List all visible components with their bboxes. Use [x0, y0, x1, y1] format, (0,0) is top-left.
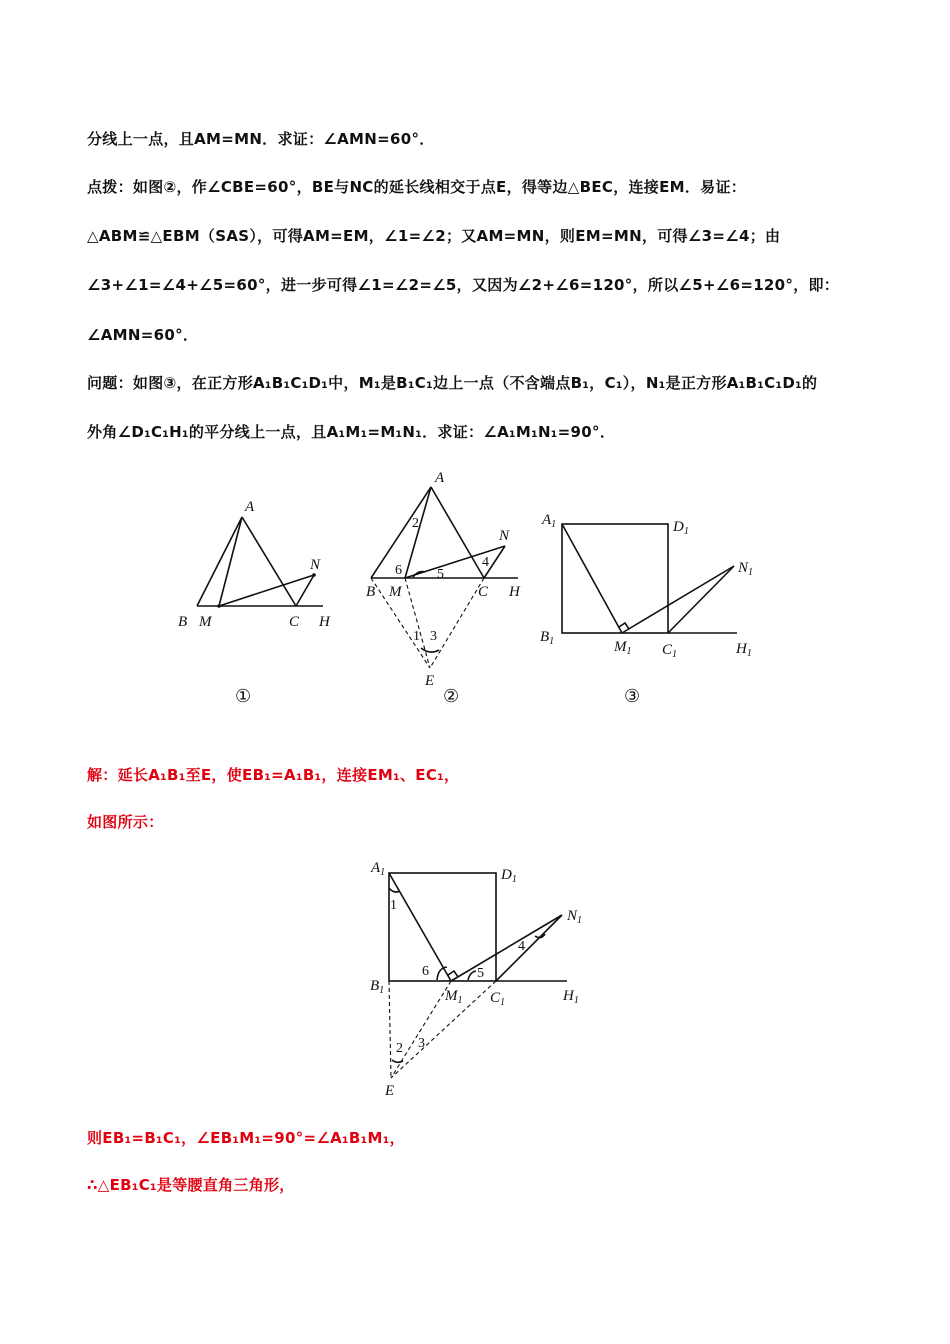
text-line-2: 点拨：如图②，作∠CBE=60°，BE与NC的延长线相交于点E，得等边△BEC，连接EM．易证：	[87, 178, 747, 196]
fig2-label-e: E	[425, 673, 435, 689]
fig1-label-h: H	[319, 614, 330, 630]
fig2-label-c: C	[478, 584, 489, 600]
fig4-label-b1: $B_1$	[370, 978, 385, 996]
figure-1	[178, 499, 331, 707]
fig3-label-m1: $M_1$	[614, 639, 632, 657]
fig2-angle-2: 2	[412, 516, 419, 531]
fig1-label-m: M	[199, 614, 212, 630]
fig3-label-h1: $H_1$	[736, 641, 752, 659]
fig4-label-e: E	[385, 1083, 395, 1099]
fig2-label-h: H	[509, 584, 520, 600]
fig2-angle-6: 6	[395, 563, 402, 578]
fig2-angle-5: 5	[437, 567, 444, 582]
fig4-label-m1: $M_1$	[445, 988, 463, 1006]
fig3-label-c1: $C_1$	[662, 642, 678, 660]
solution-line-3: 则EB₁=B₁C₁，∠EB₁M₁=90°=∠A₁B₁M₁，	[87, 1129, 405, 1147]
solution-line-1: 解：延长A₁B₁至E，使EB₁=A₁B₁，连接EM₁、EC₁，	[87, 766, 460, 784]
text-line-3: △ABM≌△EBM（SAS），可得AM=EM，∠1=∠2；又AM=MN，则EM=MN，可得∠3=∠4；由	[87, 227, 781, 245]
fig2-label-m: M	[389, 584, 402, 600]
figure-2	[366, 470, 521, 707]
text-line-1: 分线上一点，且AM=MN．求证：∠AMN=60°．	[87, 130, 435, 148]
fig2-caption: ②	[443, 686, 460, 707]
fig1-caption: ①	[235, 686, 252, 707]
text-line-4: ∠3+∠1=∠4+∠5=60°，进一步可得∠1=∠2=∠5，又因为∠2+∠6=120°，所以∠5+∠6=120°，即：	[87, 276, 840, 294]
fig4-angle-2: 2	[396, 1041, 403, 1056]
fig4-label-h1: $H_1$	[563, 988, 579, 1006]
fig3-label-n1: $N_1$	[738, 560, 754, 578]
fig4-label-a1: $A_1$	[371, 860, 386, 878]
fig4-angle-5: 5	[477, 966, 484, 981]
text-line-6: 问题：如图③，在正方形A₁B₁C₁D₁中，M₁是B₁C₁边上一点（不含端点B₁，C₁），N₁是正方形A₁B₁C₁D₁的	[87, 374, 818, 392]
fig3-label-d1: $D_1$	[673, 519, 689, 537]
fig3-caption: ③	[624, 686, 641, 707]
figure-3	[540, 512, 753, 707]
fig4-label-n1: $N_1$	[567, 908, 583, 926]
fig1-label-b: B	[178, 614, 188, 630]
solution-line-2: 如图所示：	[87, 813, 164, 831]
fig4-angle-4: 4	[518, 939, 525, 954]
fig4-angle-6: 6	[422, 964, 429, 979]
solution-line-4: ∴△EB₁C₁是等腰直角三角形，	[87, 1176, 295, 1194]
fig4-angle-3: 3	[418, 1036, 425, 1051]
fig2-label-n: N	[499, 528, 510, 544]
fig1-label-a: A	[245, 499, 255, 515]
fig2-label-a: A	[435, 470, 445, 486]
fig4-label-d1: $D_1$	[501, 867, 517, 885]
text-line-7: 外角∠D₁C₁H₁的平分线上一点，且A₁M₁=M₁N₁．求证：∠A₁M₁N₁=90°．	[87, 423, 616, 441]
fig4-angle-1: 1	[390, 898, 397, 913]
figure-4	[370, 860, 582, 1099]
fig2-angle-3: 3	[430, 629, 437, 644]
fig4-label-c1: $C_1$	[490, 990, 506, 1008]
fig3-label-b1: $B_1$	[540, 629, 555, 647]
fig2-angle-1: 1	[413, 629, 420, 644]
fig1-label-c: C	[289, 614, 300, 630]
fig2-angle-4: 4	[482, 555, 489, 570]
text-line-5: ∠AMN=60°．	[87, 326, 199, 344]
fig3-label-a1: $A_1$	[542, 512, 557, 530]
fig2-label-b: B	[366, 584, 376, 600]
fig1-label-n: N	[310, 557, 321, 573]
